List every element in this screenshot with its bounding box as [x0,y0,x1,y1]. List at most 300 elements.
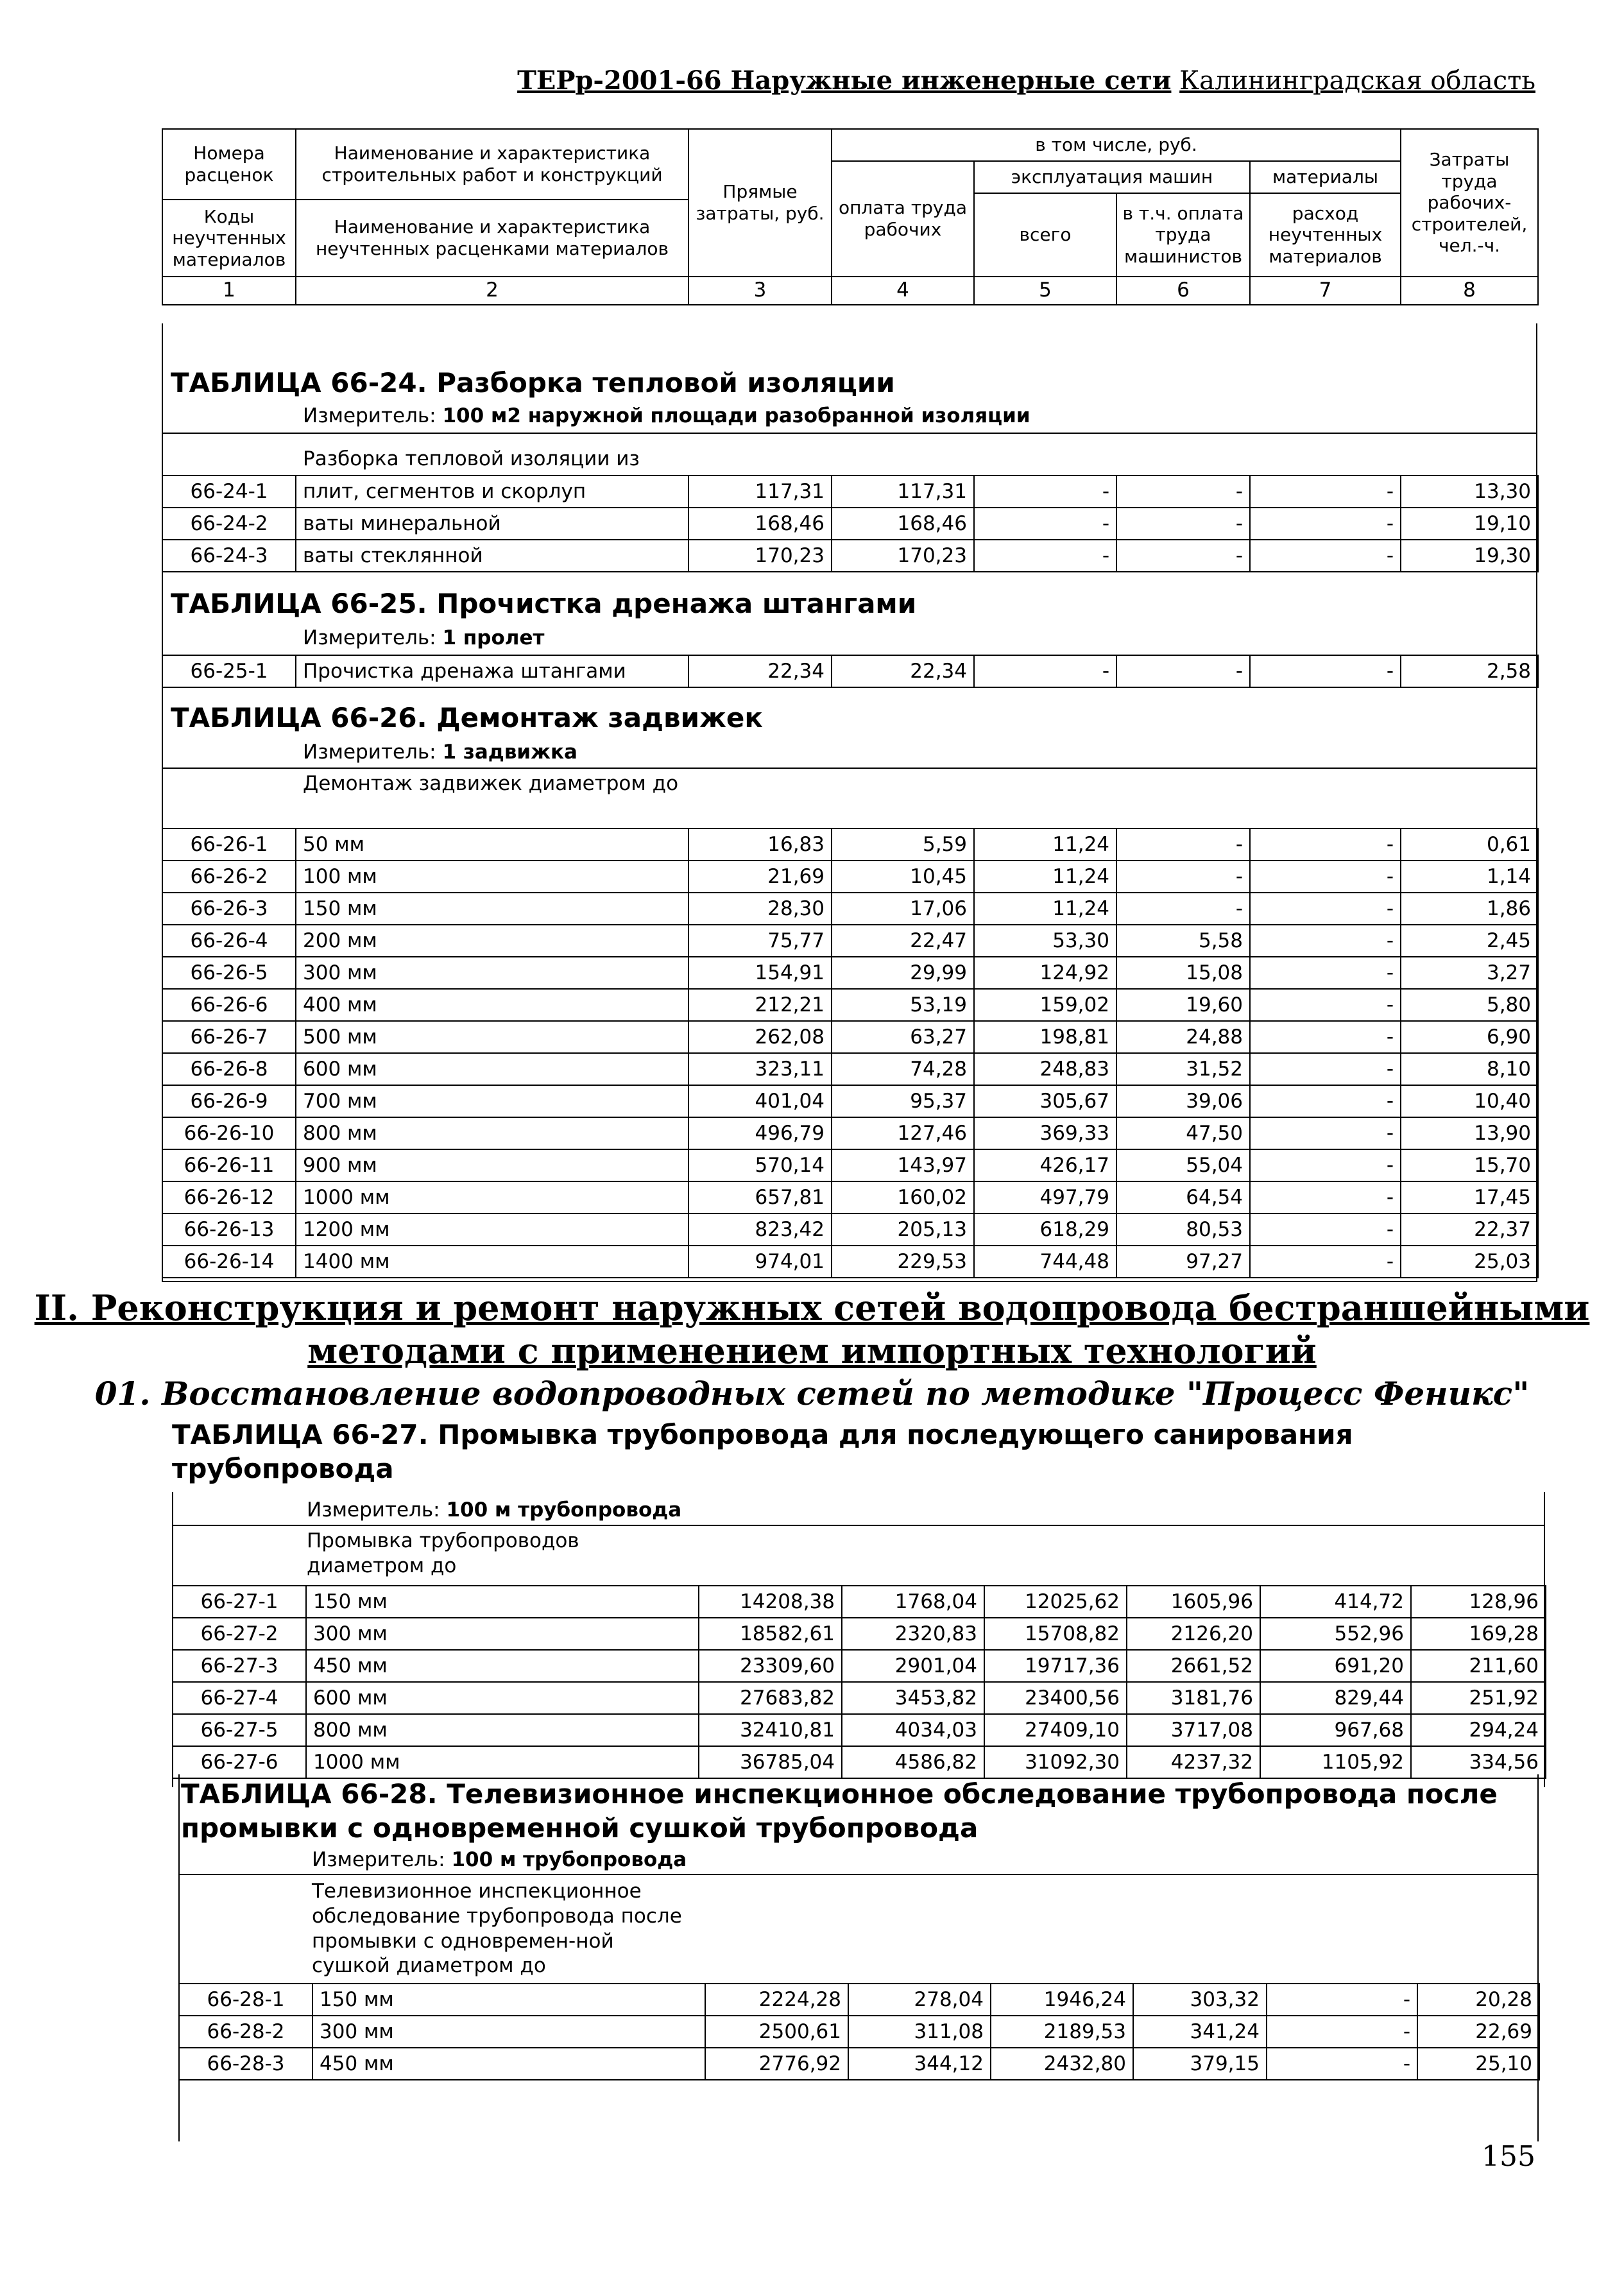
table-66-27-title: ТАБЛИЦА 66-27. Промывка трубопровода для последующего санирования трубопровода [172,1419,1353,1484]
machinist-pay-cell: - [1116,508,1250,540]
measure-label: Измеритель: [303,404,436,427]
machines-header: эксплуатация машин [974,161,1250,193]
table-66-26-rows [162,828,1539,1278]
work-name-cell: 100 мм [296,861,688,893]
table-row [162,508,1538,540]
measure-value: 1 пролет [442,626,545,649]
materials-cell: - [1267,1984,1417,2016]
machinist-pay-cell: 31,52 [1116,1053,1250,1085]
materials-cell: 829,44 [1260,1682,1411,1714]
machines-total-cell: 53,30 [974,925,1116,957]
materials-cell: - [1250,957,1401,989]
machinist-pay-cell: 5,58 [1116,925,1250,957]
labor-pay-cell: 1768,04 [842,1586,984,1618]
table-66-28-rows [178,1983,1540,2080]
labor-hours-cell: 22,37 [1401,1214,1538,1246]
rate-code-cell: 66-26-14 [162,1246,296,1278]
measure-label: Измеритель: [307,1498,440,1522]
table-66-27-subhead: Промывка трубопроводов диаметром до [307,1529,579,1577]
col1-header-bottom: Коды неучтенных материалов [162,200,296,277]
col-number: 4 [832,277,974,305]
machinist-pay-cell: 80,53 [1116,1214,1250,1246]
labor-hours-cell: 1,14 [1401,861,1538,893]
table-row [173,1618,1546,1650]
part-2-title-line1: II. Реконструкция и ремонт наружных сетей водопровода бестраншейными [34,1287,1590,1328]
machines-total-cell: 12025,62 [984,1586,1127,1618]
machinist-pay-cell: - [1116,655,1250,687]
table-66-26-measure [303,741,577,764]
machines-total-cell: 369,33 [974,1117,1116,1149]
upper-frame-bottom [162,1281,1537,1282]
rate-code-cell: 66-26-4 [162,925,296,957]
rate-code-cell: 66-27-4 [173,1682,306,1714]
labor-pay-cell: 4586,82 [842,1746,984,1778]
col-number: 7 [1250,277,1401,305]
machines-total-cell: 2432,80 [991,2048,1133,2080]
work-name-cell: 1000 мм [296,1181,688,1214]
rate-code-cell: 66-28-2 [179,2016,312,2048]
col-number: 6 [1116,277,1250,305]
direct-cost-cell: 36785,04 [699,1746,842,1778]
work-name-cell: ваты стеклянной [296,540,688,572]
direct-cost-cell: 974,01 [688,1246,832,1278]
labor-pay-cell: 74,28 [832,1053,974,1085]
machinist-pay-cell: 2661,52 [1127,1650,1260,1682]
table-66-25-measure [303,626,544,649]
table-row [162,861,1538,893]
materials-cell: - [1250,1181,1401,1214]
section-01-title: 01. Восстановление водопроводных сетей по методике "Процесс Феникс" [94,1375,1530,1412]
machinist-pay-cell: 379,15 [1133,2048,1267,2080]
work-name-cell: 1400 мм [296,1246,688,1278]
work-name-cell: 400 мм [296,989,688,1021]
table-row [162,1181,1538,1214]
machinist-pay-cell: 64,54 [1116,1181,1250,1214]
table-66-25-title: ТАБЛИЦА 66-25. Прочистка дренажа штангами [171,588,917,619]
table-row [162,655,1538,687]
work-name-cell: 450 мм [306,1650,699,1682]
rate-code-cell: 66-27-1 [173,1586,306,1618]
direct-cost-cell: 23309,60 [699,1650,842,1682]
materials-cell: - [1250,540,1401,572]
table-row [162,1021,1538,1053]
machinist-pay-cell: 4237,32 [1127,1746,1260,1778]
materials-cell: 967,68 [1260,1714,1411,1746]
materials-cell: 1105,92 [1260,1746,1411,1778]
table-row [162,828,1538,861]
col1-header-top: Номера расценок [162,129,296,200]
materials-cell: - [1250,1021,1401,1053]
table-row [162,476,1538,508]
table-66-24-rows [162,475,1539,572]
labor-pay-cell: 205,13 [832,1214,974,1246]
measure-label: Измеритель: [312,1848,445,1871]
measure-value: 1 задвижка [442,741,577,764]
work-name-cell: 600 мм [306,1682,699,1714]
labor-pay-cell: 95,37 [832,1085,974,1117]
rate-code-cell: 66-26-12 [162,1181,296,1214]
materials-cell: - [1250,828,1401,861]
direct-cost-cell: 21,69 [688,861,832,893]
machines-total-cell: 11,24 [974,893,1116,925]
labor-pay-cell: 3453,82 [842,1682,984,1714]
labor-hours-cell: 334,56 [1411,1746,1546,1778]
work-name-cell: Прочистка дренажа штангами [296,655,688,687]
direct-cost-cell: 28,30 [688,893,832,925]
materials-cell: - [1250,861,1401,893]
table-row [179,2048,1539,2080]
machinist-pay-cell: 2126,20 [1127,1618,1260,1650]
labor-hours-cell: 2,45 [1401,925,1538,957]
part-2-title-line2: методами с применением импортных технологий [307,1330,1317,1371]
machines-total-cell: 15708,82 [984,1618,1127,1650]
labor-hours-cell: 211,60 [1411,1650,1546,1682]
table-row [162,957,1538,989]
machines-total-cell: 744,48 [974,1246,1116,1278]
materials-cell: - [1250,989,1401,1021]
machinist-pay-cell: 39,06 [1116,1085,1250,1117]
labor-hours-cell: 251,92 [1411,1682,1546,1714]
table-66-27-rows [172,1585,1546,1779]
col-number: 5 [974,277,1116,305]
direct-cost-cell: 168,46 [688,508,832,540]
machinist-pay-cell: 303,32 [1133,1984,1267,2016]
labor-hours-cell: 0,61 [1401,828,1538,861]
col2-header-bottom: Наименование и характеристика неучтенных расценками материалов [296,200,688,277]
including-header: в том числе, руб. [832,129,1401,161]
table-row [162,1053,1538,1085]
machines-total-cell: 1946,24 [991,1984,1133,2016]
table-row [162,540,1538,572]
machines-total-cell: 497,79 [974,1181,1116,1214]
work-name-cell: 1000 мм [306,1746,699,1778]
table-row [173,1650,1546,1682]
table-row [162,1085,1538,1117]
rate-code-cell: 66-24-2 [162,508,296,540]
labor-hours-cell: 15,70 [1401,1149,1538,1181]
labor-hours-cell: 19,10 [1401,508,1538,540]
work-name-cell: 150 мм [296,893,688,925]
labor-pay-cell: 5,59 [832,828,974,861]
table-66-28-measure [312,1848,687,1871]
labor-hours-cell: 128,96 [1411,1586,1546,1618]
col-number: 3 [688,277,832,305]
labor-hours-cell: 3,27 [1401,957,1538,989]
work-name-cell: 1200 мм [296,1214,688,1246]
direct-cost-cell: 14208,38 [699,1586,842,1618]
work-name-cell: 300 мм [312,2016,705,2048]
machinist-pay-cell: - [1116,861,1250,893]
work-name-cell: 800 мм [296,1117,688,1149]
materials-cell: - [1250,508,1401,540]
labor-pay-cell: 311,08 [848,2016,991,2048]
labor-hours-cell: 294,24 [1411,1714,1546,1746]
table-66-26-title: ТАБЛИЦА 66-26. Демонтаж задвижек [171,702,763,733]
materials-cell: - [1250,655,1401,687]
table-row [162,1117,1538,1149]
labor-pay-cell: 117,31 [832,476,974,508]
col3-header: Прямые затраты, руб. [688,129,832,277]
materials-header: материалы [1250,161,1401,193]
labor-pay-cell: 344,12 [848,2048,991,2080]
col-number: 2 [296,277,688,305]
table-row [173,1714,1546,1746]
machinist-pay-cell: - [1116,893,1250,925]
machines-total-cell: 27409,10 [984,1714,1127,1746]
direct-cost-cell: 496,79 [688,1117,832,1149]
rate-code-cell: 66-26-11 [162,1149,296,1181]
running-header [517,65,1535,96]
table-row [162,989,1538,1021]
materials-cell: - [1250,1085,1401,1117]
measure-label: Измеритель: [303,741,436,764]
direct-cost-cell: 262,08 [688,1021,832,1053]
rate-code-cell: 66-27-6 [173,1746,306,1778]
machinist-pay-cell: - [1116,540,1250,572]
machines-total-cell: 2189,53 [991,2016,1133,2048]
direct-cost-cell: 32410,81 [699,1714,842,1746]
labor-hours-cell: 8,10 [1401,1053,1538,1085]
direct-cost-cell: 570,14 [688,1149,832,1181]
direct-cost-cell: 2776,92 [705,2048,848,2080]
table-66-27-measure [307,1498,681,1522]
rate-code-cell: 66-26-2 [162,861,296,893]
direct-cost-cell: 22,34 [688,655,832,687]
header-title: ТЕРр-2001-66 Наружные инженерные сети [517,65,1172,96]
col6-header: в т.ч. оплата труда машинистов [1116,193,1250,277]
divider [172,1525,1545,1526]
direct-cost-cell: 16,83 [688,828,832,861]
direct-cost-cell: 657,81 [688,1181,832,1214]
table-66-28-title: ТАБЛИЦА 66-28. Телевизионное инспекционное обследование трубопровода после промывки с одновременной сушкой трубопровода [181,1778,1498,1844]
machines-total-cell: 11,24 [974,861,1116,893]
machines-total-cell: - [974,655,1116,687]
machines-total-cell: 426,17 [974,1149,1116,1181]
rate-code-cell: 66-27-2 [173,1618,306,1650]
table-66-26-subhead: Демонтаж задвижек диаметром до [303,772,679,795]
work-name-cell: 500 мм [296,1021,688,1053]
machinist-pay-cell: 19,60 [1116,989,1250,1021]
machinist-pay-cell: 3717,08 [1127,1714,1260,1746]
labor-pay-cell: 160,02 [832,1181,974,1214]
labor-pay-cell: 168,46 [832,508,974,540]
direct-cost-cell: 117,31 [688,476,832,508]
labor-hours-cell: 20,28 [1417,1984,1539,2016]
machines-total-cell: 159,02 [974,989,1116,1021]
labor-hours-cell: 2,58 [1401,655,1538,687]
table-row [162,925,1538,957]
machines-total-cell: 124,92 [974,957,1116,989]
rate-code-cell: 66-26-3 [162,893,296,925]
labor-pay-cell: 143,97 [832,1149,974,1181]
col2-header-top: Наименование и характеристика строительных работ и конструкций [296,129,688,200]
table-row [162,1214,1538,1246]
labor-pay-cell: 22,47 [832,925,974,957]
materials-cell: - [1267,2048,1417,2080]
machines-total-cell: 11,24 [974,828,1116,861]
work-name-cell: 300 мм [306,1618,699,1650]
machinist-pay-cell: 97,27 [1116,1246,1250,1278]
col4-header: оплата труда рабочих [832,161,974,277]
materials-cell: - [1250,1117,1401,1149]
direct-cost-cell: 18582,61 [699,1618,842,1650]
labor-pay-cell: 229,53 [832,1246,974,1278]
labor-hours-cell: 13,90 [1401,1117,1538,1149]
materials-cell: - [1250,925,1401,957]
labor-hours-cell: 10,40 [1401,1085,1538,1117]
work-name-cell: 450 мм [312,2048,705,2080]
direct-cost-cell: 2500,61 [705,2016,848,2048]
direct-cost-cell: 212,21 [688,989,832,1021]
labor-pay-cell: 4034,03 [842,1714,984,1746]
rate-code-cell: 66-24-1 [162,476,296,508]
rate-code-cell: 66-26-1 [162,828,296,861]
labor-pay-cell: 170,23 [832,540,974,572]
labor-hours-cell: 169,28 [1411,1618,1546,1650]
table-66-28-subhead: Телевизионное инспекционное обследование трубопровода после промывки с одновремен-ной сушкой диаметром до [312,1880,682,1978]
table-66-25-rows [162,655,1539,688]
table-row [179,2016,1539,2048]
machines-total-cell: 198,81 [974,1021,1116,1053]
machinist-pay-cell: 24,88 [1116,1021,1250,1053]
work-name-cell: плит, сегментов и скорлуп [296,476,688,508]
rate-code-cell: 66-26-7 [162,1021,296,1053]
table-row [162,1246,1538,1278]
divider [178,1874,1539,1875]
direct-cost-cell: 75,77 [688,925,832,957]
measure-value: 100 м трубопровода [446,1498,682,1522]
direct-cost-cell: 823,42 [688,1214,832,1246]
work-name-cell: 300 мм [296,957,688,989]
work-name-cell: 800 мм [306,1714,699,1746]
machines-total-cell: 19717,36 [984,1650,1127,1682]
rate-code-cell: 66-28-1 [179,1984,312,2016]
machinist-pay-cell: 15,08 [1116,957,1250,989]
machines-total-cell: - [974,476,1116,508]
materials-cell: - [1267,2016,1417,2048]
rate-code-cell: 66-28-3 [179,2048,312,2080]
machinist-pay-cell: 1605,96 [1127,1586,1260,1618]
table-row [173,1586,1546,1618]
labor-pay-cell: 2901,04 [842,1650,984,1682]
rate-code-cell: 66-26-10 [162,1117,296,1149]
table-row [162,893,1538,925]
machinist-pay-cell: - [1116,828,1250,861]
machines-total-cell: 305,67 [974,1085,1116,1117]
machines-total-cell: 248,83 [974,1053,1116,1085]
rate-code-cell: 66-25-1 [162,655,296,687]
machines-total-cell: - [974,508,1116,540]
table-66-24-measure [303,404,1030,427]
materials-cell: 552,96 [1260,1618,1411,1650]
labor-pay-cell: 17,06 [832,893,974,925]
work-name-cell: 150 мм [306,1586,699,1618]
materials-cell: - [1250,1214,1401,1246]
labor-hours-cell: 1,86 [1401,893,1538,925]
direct-cost-cell: 154,91 [688,957,832,989]
rate-code-cell: 66-24-3 [162,540,296,572]
col7-header: расход неучтенных материалов [1250,193,1401,277]
labor-hours-cell: 25,10 [1417,2048,1539,2080]
table-row [173,1682,1546,1714]
table-row [173,1746,1546,1778]
rate-code-cell: 66-27-5 [173,1714,306,1746]
table-row [179,1984,1539,2016]
rate-code-cell: 66-26-9 [162,1085,296,1117]
measure-value: 100 м2 наружной площади разобранной изоляции [442,404,1030,427]
header-region: Калининградская область [1179,66,1535,96]
machines-total-cell: 23400,56 [984,1682,1127,1714]
materials-cell: - [1250,1246,1401,1278]
labor-pay-cell: 53,19 [832,989,974,1021]
labor-pay-cell: 22,34 [832,655,974,687]
machinist-pay-cell: 47,50 [1116,1117,1250,1149]
materials-cell: - [1250,476,1401,508]
page-number: 155 [1482,2140,1535,2173]
table-row [162,1149,1538,1181]
labor-hours-cell: 6,90 [1401,1021,1538,1053]
machines-total-cell: - [974,540,1116,572]
labor-pay-cell: 2320,83 [842,1618,984,1650]
col-number: 1 [162,277,296,305]
work-name-cell: 900 мм [296,1149,688,1181]
work-name-cell: 200 мм [296,925,688,957]
work-name-cell: 600 мм [296,1053,688,1085]
labor-hours-cell: 13,30 [1401,476,1538,508]
labor-pay-cell: 63,27 [832,1021,974,1053]
rate-code-cell: 66-26-8 [162,1053,296,1085]
direct-cost-cell: 170,23 [688,540,832,572]
work-name-cell: 50 мм [296,828,688,861]
rate-code-cell: 66-27-3 [173,1650,306,1682]
machines-total-cell: 618,29 [974,1214,1116,1246]
materials-cell: - [1250,893,1401,925]
col8-header: Затраты труда рабочих-строителей, чел.-ч. [1401,129,1538,277]
measure-value: 100 м трубопровода [451,1848,687,1871]
rate-code-cell: 66-26-6 [162,989,296,1021]
machinist-pay-cell: 3181,76 [1127,1682,1260,1714]
materials-cell: 691,20 [1260,1650,1411,1682]
labor-hours-cell: 19,30 [1401,540,1538,572]
labor-pay-cell: 29,99 [832,957,974,989]
divider [162,768,1537,769]
column-header-table [162,128,1539,305]
col5-header: всего [974,193,1116,277]
table-66-24-subhead: Разборка тепловой изоляции из [303,447,640,470]
work-name-cell: 700 мм [296,1085,688,1117]
machines-total-cell: 31092,30 [984,1746,1127,1778]
labor-hours-cell: 5,80 [1401,989,1538,1021]
work-name-cell: ваты минеральной [296,508,688,540]
labor-hours-cell: 17,45 [1401,1181,1538,1214]
col-number: 8 [1401,277,1538,305]
materials-cell: 414,72 [1260,1586,1411,1618]
labor-hours-cell: 22,69 [1417,2016,1539,2048]
materials-cell: - [1250,1149,1401,1181]
direct-cost-cell: 27683,82 [699,1682,842,1714]
machinist-pay-cell: - [1116,476,1250,508]
machinist-pay-cell: 341,24 [1133,2016,1267,2048]
labor-pay-cell: 127,46 [832,1117,974,1149]
labor-pay-cell: 10,45 [832,861,974,893]
direct-cost-cell: 401,04 [688,1085,832,1117]
materials-cell: - [1250,1053,1401,1085]
rate-code-cell: 66-26-5 [162,957,296,989]
direct-cost-cell: 323,11 [688,1053,832,1085]
machinist-pay-cell: 55,04 [1116,1149,1250,1181]
measure-label: Измеритель: [303,626,436,649]
direct-cost-cell: 2224,28 [705,1984,848,2016]
